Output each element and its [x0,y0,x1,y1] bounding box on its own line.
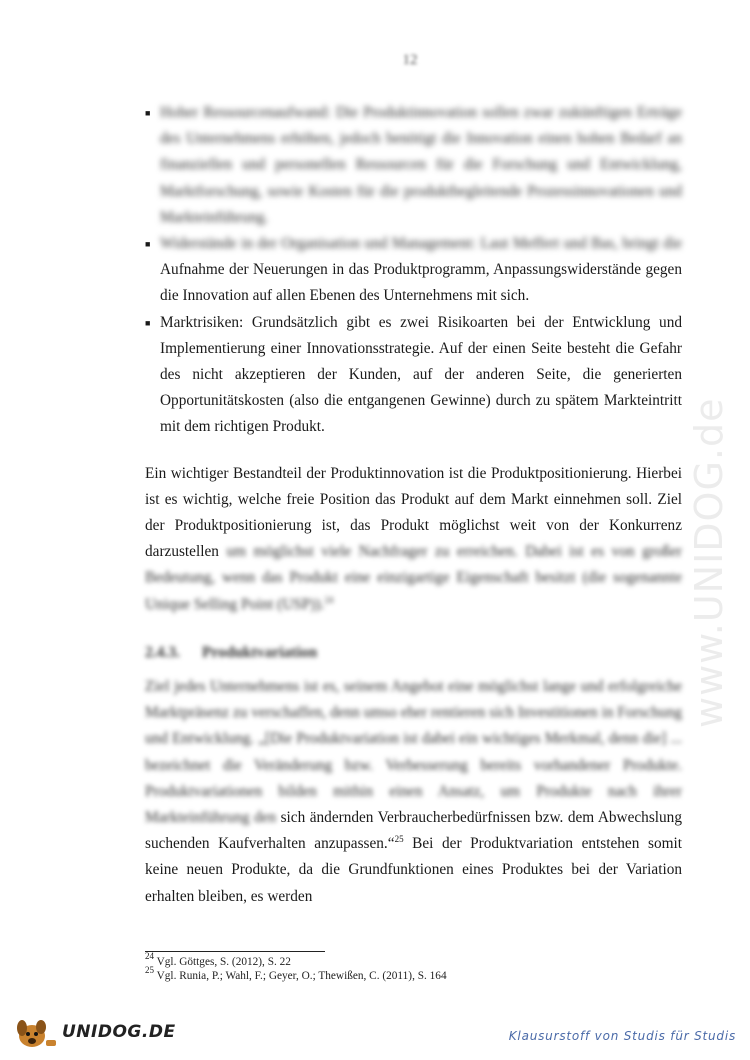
bullet-text: Aufnahme der Neuerungen in das Produktprogramm, Anpassungswiderstände gegen die Innovation auf allen Ebenen des Unternehmens mit sich. [160,261,682,305]
footnote-ref: 24 [324,594,334,605]
watermark [690,288,730,738]
list-item [145,310,682,441]
unidog-logo [10,1016,176,1050]
footnote [145,965,447,983]
footnote-text: Vgl. Göttges, S. (2012), S. 22 [154,956,291,968]
square-bullet-icon: ■ [145,239,151,250]
footnotes [145,951,447,983]
dog-icon [10,1016,60,1050]
paragraph-text-continued: Bei der Produktvariation entstehen somit keine neuen Produkte, da die Grundfunktionen eines Produktes bei der Variation erhalten bleiben, es werden [145,835,682,905]
footnote-divider [145,951,325,952]
paragraph-text: sich ändernden Verbraucherbedürfnissen bzw. dem Abwechslung suchenden Kaufverhalten anzupassen.“ [145,809,682,853]
footnote-text: Vgl. Runia, P.; Wahl, F.; Geyer, O.; Thewißen, C. (2011), S. 164 [154,970,447,982]
section-number: 2.4.3. [145,643,180,661]
footnote [145,951,447,969]
paragraph-text-blurred: Ziel jedes Unternehmens ist es, seinem Angebot eine möglichst lange und erfolgreiche Marktpräsenz zu verschaffen, denn umso eher rentieren sich Investitionen in Forschung und Entwicklung. „[Die Produktvariation ist dabei ein wichtiges Merkmal, denn die] ... bezeichnet die Veränderung bzw. Verbesserung bereits vorhandener Produkte. Produktvariationen bilden mithin einen Ansatz, um Produkte nach ihrer Markteinführung den [145,678,682,827]
watermark-text: www.UNIDOG.de [690,397,730,728]
paragraph-text: Ein wichtiger Bestandteil der Produktinnovation ist die Produktpositionierung. Hierbei ist es wichtig, welche freie Position das Produkt auf dem Markt einnehmen soll. Ziel der Produktpositionierung ist, das Produkt möglichst weit von der Konkurrenz darzustellen [145,464,682,561]
paragraph-produktvariation [145,674,682,910]
risk-list [145,100,682,441]
square-bullet-icon: ■ [145,108,151,118]
paragraph-text-blurred: um möglichst viele Nachfrager zu erreichen. Dabei ist es von großer Bedeutung, wenn das Produkt eine einzigartige Eigenschaft besitzt (die sogenannte Unique Selling Point (USP)). [145,543,682,613]
footnote-number: 24 [145,951,154,961]
page-number: 12 [402,52,418,68]
bullet-text-blurred: Hoher Ressourcenaufwand: Die Produktinnovation sollen zwar zukünftigen Erträge des Unternehmens erhöhen, jedoch benötigt die Innovation einen hohen Bedarf an finanziellen und personellen Ressourcen für die Forschung und Entwicklung, Marktforschung, sowie Kosten für die produktbegleitende Prozessinnovationen und Markteinführung. [160,104,682,226]
section-title: Produktvariation [202,643,318,661]
paragraph-positionierung [145,461,682,618]
bullet-text-blurred: Widerstände in der Organisation und Management: Laut Meffert und Bas, bringt die [160,235,682,253]
square-bullet-icon: ■ [145,317,151,328]
bullet-text: Marktrisiken: Grundsätzlich gibt es zwei Risikoarten bei der Entwicklung und Implementierung einer Innovationsstrategie. Auf der einen Seite besteht die Gefahr des nicht akzeptieren der Kunden, auf der anderen Seite, die generierten Opportunitätskosten (also die entgangenen Gewinne) durch zu spätem Markteintritt mit dem richtigen Produkt. [160,313,682,436]
logo-text: UNIDOG.DE [62,1022,176,1042]
footnote-number: 25 [145,965,154,975]
footnote-ref: 25 [394,834,404,845]
tagline: Klausurstoff von Studis für Studis [508,1029,736,1043]
list-item [145,100,682,231]
page-content [145,100,682,910]
section-heading [145,640,682,666]
list-item [145,231,682,310]
